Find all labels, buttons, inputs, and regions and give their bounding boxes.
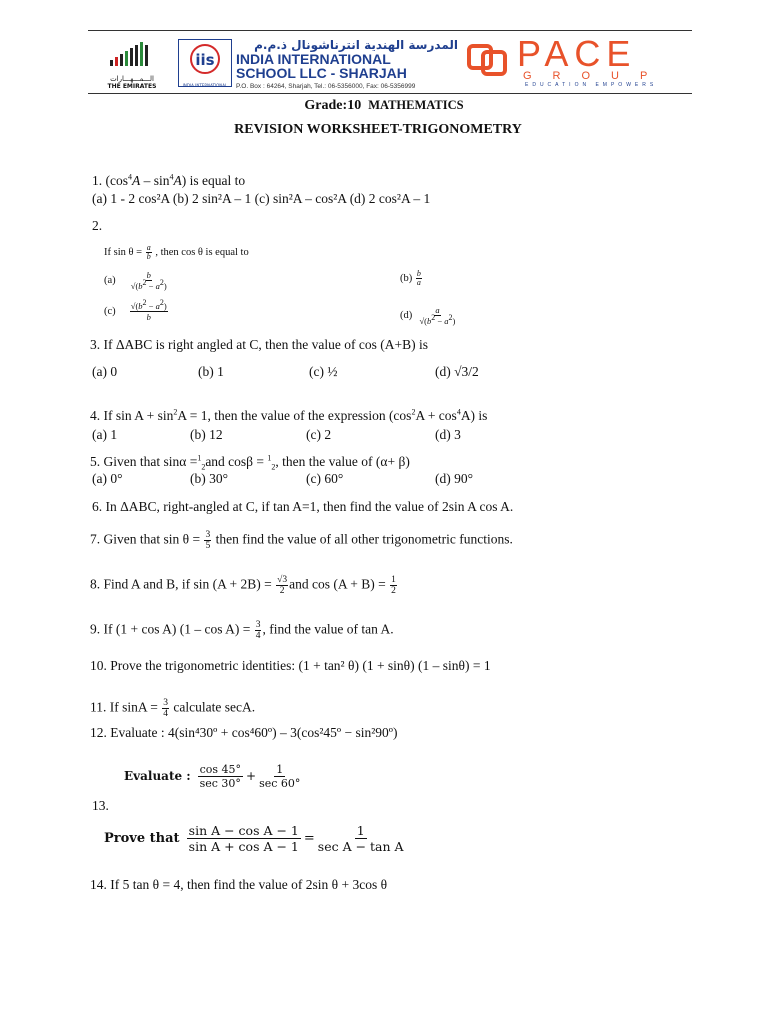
school-name-english-2: SCHOOL LLC - SHARJAH	[236, 65, 407, 81]
q1-number: 1.	[92, 173, 103, 188]
q3-option-b: (b) 1	[198, 364, 224, 379]
q10-stem: 10. Prove the trigonometric identities: (1 + tan² θ) (1 + sinθ) (1 – sinθ) = 1	[90, 658, 491, 673]
pace-group: GROUP	[523, 70, 669, 82]
q13-expression: Prove that $\frac{\text{sin A − cos A − 1}}{\text{sin A + cos A − 1}}$ = 1 sec A − tan A	[104, 823, 404, 854]
q2-stem: If sin θ = $\frac{a}{b}$ , then cos θ is equal to	[104, 243, 249, 261]
pace-wordmark: PACE	[517, 33, 637, 74]
emirates-arabic: الـــمـــهـــارات	[110, 75, 154, 83]
q4-option-c: (c) 2	[306, 427, 332, 442]
q8-stem: 8. Find A and B, if sin (A + 2B) = $\frac{√3}{2}$ and cos (A + B) = $\frac{1}{2}$	[90, 575, 396, 596]
iis-logo: iis INDIA INTERNATIONAL	[178, 39, 232, 87]
school-name-arabic: المدرسة الهندية انترناشونال ذ.م.م	[254, 38, 458, 52]
svg-text:iis: iis	[195, 51, 215, 69]
q3-option-c: (c) ½	[309, 364, 338, 379]
header-bottom-rule	[88, 93, 692, 94]
q5-option-b: (b) 30°	[190, 471, 229, 486]
q2-option-d: (d) $\frac{a}{√(b^2 - a^2)}$	[400, 305, 456, 326]
q3-option-a: (a) 0	[92, 364, 118, 379]
q5-option-d: (d) 90°	[435, 471, 474, 486]
q3-stem: 3. If ΔABC is right angled at C, then the value of cos (A+B) is	[90, 337, 428, 352]
school-name-block	[236, 38, 458, 80]
q4-stem: 4. If $\sin A + \sin^2A = 1$, then the value of the expression $(\cos^2A + \cos^4A)$ is	[90, 407, 488, 423]
q1-option-d: (d) 2 cos²A – 1	[349, 191, 431, 206]
school-name-english-1: INDIA INTERNATIONAL	[236, 51, 391, 67]
pace-logo	[465, 33, 690, 88]
q5-option-a: (a) 0°	[92, 471, 123, 486]
subject-label: MATHEMATICS	[368, 98, 464, 112]
evaluate-expression: Evaluate : cos 45° sec 30° + 1 sec 60°	[124, 763, 301, 790]
q5-option-c: (c) 60°	[306, 471, 344, 486]
iis-emblem-icon	[179, 40, 231, 78]
emirates-logo	[104, 40, 164, 88]
page-title	[0, 98, 768, 114]
q2-option-c: (c) $\frac{√(b^2 - a^2)}{b}$	[104, 298, 167, 322]
emirates-english: THE EMIRATES	[107, 83, 157, 90]
q2-option-a: (a) $\frac{b}{√(b^2 - a^2)}$	[104, 270, 167, 291]
q4-option-a: (a) 1	[92, 427, 118, 442]
q3-option-d: (d) √3/2	[435, 364, 479, 379]
q4-option-d: (d) 3	[435, 427, 461, 442]
q14-stem: 14. If 5 tan θ = 4, then find the value of 2sin θ + 3cos θ	[90, 877, 388, 892]
worksheet-title: REVISION WORKSHEET-TRIGONOMETRY	[234, 122, 522, 137]
q9-stem: 9. If (1 + cos A) (1 – cos A) = $\frac{3}{4}$ , find the value of tan A.	[90, 620, 394, 641]
q6-stem: 6. In ΔABC, right-angled at C, if tan A=1, then find the value of 2sin A cos A.	[92, 499, 514, 514]
q1-options	[92, 191, 430, 207]
pace-tagline: EDUCATION EMPOWERS	[525, 82, 658, 88]
header-top-rule	[88, 30, 692, 31]
q1-option-c: (c) sin²A – cos²A	[254, 191, 347, 206]
q1-stem: 1. $(\cos^4A - \sin^4A)$ is equal to	[92, 172, 246, 188]
q1-option-b: (b) 2 sin²A – 1	[172, 191, 252, 206]
q4-option-b: (b) 12	[190, 427, 223, 442]
school-address: P.O. Box : 64264, Sharjah, Tel.: 06-5356000, Fax: 06-5356999	[236, 83, 416, 90]
emirates-bars-icon	[104, 40, 164, 70]
grade-label: Grade:10	[304, 98, 362, 113]
q2-number: 2.	[92, 218, 103, 233]
q1-option-a: (a) 1 - 2 cos²A	[92, 191, 170, 206]
q13-number: 13.	[92, 798, 109, 813]
q5-stem: 5. Given that sinα =$^1_2$and cosβ = $^1_2$, then the value of (α+ β)	[90, 453, 410, 472]
q2-option-b: (b) $\frac{b}{a}$	[400, 269, 421, 287]
q11-stem: 11. If sinA = $\frac{3}{4}$ calculate secA.	[90, 698, 256, 719]
pace-emblem-icon	[465, 40, 515, 80]
q12-stem: 12. Evaluate : 4(sin⁴30º + cos⁴60º) – 3(cos²45º − sin²90º)	[90, 725, 398, 740]
q7-stem: 7. Given that sin θ = $\frac{3}{5}$ then find the value of all other trigonometric functions.	[90, 530, 513, 551]
